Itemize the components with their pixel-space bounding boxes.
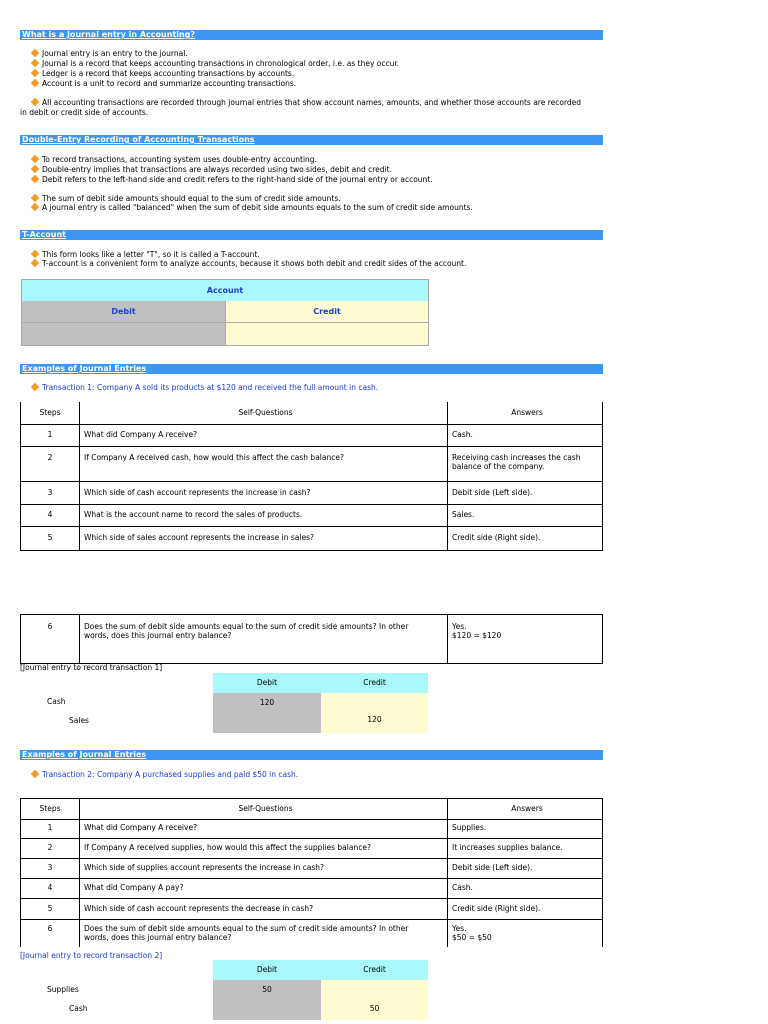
t-account-debit-cell [22, 323, 226, 345]
diamond-bullet-icon [31, 770, 39, 778]
answer-cell: Debit side (Left side). [448, 858, 603, 878]
header-answers: Answers [448, 402, 603, 424]
step-number: 4 [20, 504, 80, 526]
question-cell: If Company A received cash, how would this affect the cash balance? [80, 446, 448, 481]
je2-credit-cell [321, 980, 428, 1020]
header-steps: Steps [20, 402, 80, 424]
table-row [20, 504, 603, 527]
bullet-item: This form looks like a letter "T", so it is called a T-account. [30, 250, 260, 259]
bullet-item: Double-entry implies that transactions are always recorded using two sides, debit and credit. [30, 165, 392, 174]
answer-cell: Cash. [448, 424, 603, 446]
question-cell: Does the sum of debit side amounts equal to the sum of credit side amounts? In other words, does this journal entry balance? [80, 919, 448, 947]
paragraph-line: All accounting transactions are recorded through journal entries that show account names, amounts, and whether those accounts are recorded [30, 98, 581, 107]
answer-cell: Debit side (Left side). [448, 481, 603, 504]
bullet-item: Ledger is a record that keeps accounting transactions by accounts. [30, 69, 294, 78]
table-header-row [20, 402, 603, 425]
question-cell: What is the account name to record the sales of products. [80, 504, 448, 526]
table-row [20, 446, 603, 482]
section-title-journal-entry: What is a Journal entry in Accounting? [20, 30, 603, 40]
t-account-credit-cell [226, 323, 428, 345]
answer-cell: Receiving cash increases the cash balance of the company. [448, 446, 603, 481]
diamond-bullet-icon [31, 69, 39, 77]
t-account-header: Account [22, 280, 428, 302]
transaction-1-text: Transaction 1: Company A sold its products at $120 and received the full amount in cash. [30, 383, 378, 392]
je2-credit-amount: 50 [369, 1004, 380, 1013]
answer-cell: It increases supplies balance. [448, 838, 603, 858]
step-number: 6 [20, 615, 80, 663]
diamond-bullet-icon [31, 250, 39, 258]
section-title-examples-1: Examples of Journal Entries [20, 364, 603, 374]
je1-account-credit: Sales [69, 716, 89, 725]
bullet-item: Account is a unit to record and summarize accounting transactions. [30, 79, 296, 88]
diamond-bullet-icon [31, 383, 39, 391]
answer-cell: Sales. [448, 504, 603, 526]
diamond-bullet-icon [31, 259, 39, 267]
question-cell: What did Company A receive? [80, 424, 448, 446]
t-account-credit-label: Credit [226, 301, 428, 323]
table-row [20, 898, 603, 920]
je2-debit-header: Debit [213, 960, 321, 980]
question-cell: Which side of sales account represents the increase in sales? [80, 526, 448, 550]
step-number: 1 [20, 424, 80, 446]
header-self-questions: Self-Questions [80, 799, 448, 819]
bullet-item: Journal is a record that keeps accounting transactions in chronological order, i.e. as they occur. [30, 59, 399, 68]
step-number: 5 [20, 898, 80, 919]
diamond-bullet-icon [31, 194, 39, 202]
step-number: 6 [20, 919, 80, 947]
step-number: 1 [20, 818, 80, 838]
step-number: 3 [20, 858, 80, 878]
bullet-item: To record transactions, accounting system uses double-entry accounting. [30, 155, 317, 164]
table-row [20, 858, 603, 879]
header-answers: Answers [448, 799, 603, 819]
je1-account-debit: Cash [47, 697, 66, 706]
answer-cell: Yes. $50 = $50 [448, 919, 603, 947]
step-number: 3 [20, 481, 80, 504]
table-row [20, 424, 603, 447]
answer-cell: Supplies. [448, 818, 603, 838]
diamond-bullet-icon [31, 79, 39, 87]
table-row [20, 838, 603, 859]
bullet-item: The sum of debit side amounts should equal to the sum of credit side amounts. [30, 194, 341, 203]
bullet-item: Journal entry is an entry to the journal. [30, 49, 188, 58]
je2-account-debit: Supplies [47, 985, 79, 994]
question-cell: What did Company A receive? [80, 818, 448, 838]
section-title-double-entry: Double-Entry Recording of Accounting Transactions [20, 135, 603, 145]
step-number: 5 [20, 526, 80, 550]
je1-credit-cell [321, 693, 428, 733]
je1-debit-cell [213, 693, 321, 733]
table-row [20, 614, 603, 664]
table-row [20, 481, 603, 505]
t-account-debit-label: Debit [22, 301, 226, 323]
header-steps: Steps [20, 799, 80, 819]
je1-debit-amount: 120 [259, 698, 275, 707]
question-cell: Which side of supplies account represents the increase in cash? [80, 858, 448, 878]
table-row [20, 526, 603, 551]
je2-debit-cell [213, 980, 321, 1020]
answer-cell: Credit side (Right side). [448, 526, 603, 550]
transaction-2-text: Transaction 2: Company A purchased supplies and paid $50 in cash. [30, 770, 298, 779]
je1-credit-amount: 120 [367, 715, 382, 724]
section-title-t-account: T-Account [20, 230, 603, 240]
question-cell: If Company A received supplies, how would this affect the supplies balance? [80, 838, 448, 858]
paragraph-line: in debit or credit side of accounts. [20, 108, 149, 117]
t-account-form [21, 279, 429, 346]
question-cell: Which side of cash account represents the increase in cash? [80, 481, 448, 504]
je1-debit-header: Debit [213, 673, 321, 693]
answer-cell: Credit side (Right side). [448, 898, 603, 919]
bullet-item: Debit refers to the left-hand side and credit refers to the right-hand side of the journal entry or account. [30, 175, 433, 184]
answer-cell: Cash. [448, 878, 603, 898]
diamond-bullet-icon [31, 59, 39, 67]
bullet-item: T-account is a convenient form to analyze accounts, because it shows both debit and credit sides of the account. [30, 259, 466, 268]
section-title-examples-2: Examples of Journal Entries [20, 750, 603, 760]
je1-credit-header: Credit [321, 673, 428, 693]
diamond-bullet-icon [31, 98, 39, 106]
je2-debit-amount: 50 [262, 985, 272, 994]
diamond-bullet-icon [31, 165, 39, 173]
table-row [20, 818, 603, 839]
question-cell: What did Company A pay? [80, 878, 448, 898]
table-header-row [20, 798, 603, 820]
header-self-questions: Self-Questions [80, 402, 448, 424]
question-cell: Does the sum of debit side amounts equal to the sum of credit side amounts? In other words, does this journal entry balance? [80, 615, 448, 663]
je2-account-credit: Cash [69, 1004, 88, 1013]
diamond-bullet-icon [31, 49, 39, 57]
diamond-bullet-icon [31, 175, 39, 183]
diamond-bullet-icon [31, 203, 39, 211]
table-row [20, 878, 603, 899]
journal-entry-caption-2: [Journal entry to record transaction 2] [20, 951, 163, 960]
bullet-item: A journal entry is called "balanced" when the sum of debit side amounts equals to the sum of credit side amounts. [30, 203, 473, 212]
question-cell: Which side of cash account represents the decrease in cash? [80, 898, 448, 919]
diamond-bullet-icon [31, 155, 39, 163]
table-row [20, 919, 603, 947]
step-number: 2 [20, 446, 80, 481]
je2-credit-header: Credit [321, 960, 428, 980]
journal-entry-caption-1: [Journal entry to record transaction 1] [20, 663, 163, 672]
answer-cell: Yes. $120 = $120 [448, 615, 603, 663]
step-number: 2 [20, 838, 80, 858]
step-number: 4 [20, 878, 80, 898]
